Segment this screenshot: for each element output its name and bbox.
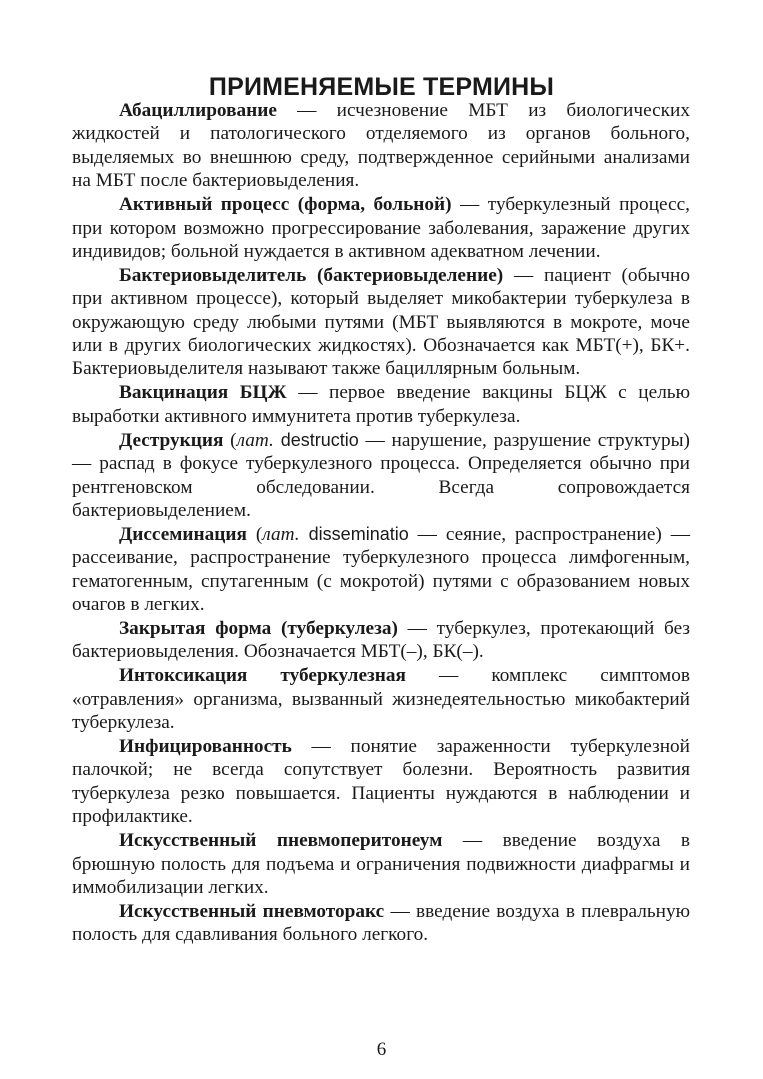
glossary-definition: — введение воздуха в плевральную полость для сдавливания больного легкого. [72, 900, 690, 946]
glossary-term: Деструкция [119, 429, 224, 451]
glossary-entry [72, 193, 690, 263]
glossary-definition: — туберкулез, протекающий без бактериовыделения. Обозначается МБТ(–), БК(–). [72, 617, 690, 663]
glossary-definition: — пациент (обычно при активном процессе), который выделяет микобактерии туберкулеза в окружающую среду любыми путями (МБТ выявляются в мокроте, моче или в других биологических жидкостях). Обозначается как МБТ(+), БК+. Бактериовыделителя называют также бациллярным больным. [72, 264, 690, 380]
glossary-paren-open: ( [246, 523, 263, 545]
glossary-definition: — нарушение, разрушение структуры) — распад в фокусе туберкулезного процесса. Определяется обычно при рентгеновском обследовании. Всегда сопровождается бактериовыделением. [72, 429, 690, 521]
glossary-entry [72, 900, 690, 947]
latin-word: destructio [273, 429, 359, 450]
glossary-entry [72, 381, 690, 428]
glossary-definition: — первое введение вакцины БЦЖ с целью выработки активного иммунитета против туберкулеза. [72, 382, 691, 427]
glossary-definition: — сеяние, распространение) — рассеивание, распространение туберкулезного процесса лимфогенным, гематогенным, спутагенным (с мокротой) путями с образованием новых очагов в легких. [72, 523, 691, 616]
glossary-definition: — введение воздуха в брюшную полость для подъема и ограничения подвижности диафрагмы и иммобилизации легких. [72, 830, 690, 898]
glossary-entry [72, 617, 690, 664]
glossary-definition: — исчезновение МБТ из биологических жидкостей и патологического отделяемого из органов больного, выделяемых во внешнюю среду, подтвержденное серийными анализами на МБТ после бактериовыделения. [72, 100, 690, 192]
glossary-entry [72, 429, 690, 523]
glossary-term: Бактериовыделитель (бактериовыделение) [119, 264, 504, 286]
latin-abbrev: лат. [236, 429, 274, 451]
page-title: ПРИМЕНЯЕМЫЕ ТЕРМИНЫ [208, 72, 555, 101]
latin-word: disseminatio [299, 523, 409, 544]
page-number: 6 [376, 1039, 387, 1060]
glossary-term: Абациллирование [119, 100, 277, 121]
glossary-term: Искусственный пневмоторакс [119, 900, 385, 922]
glossary-definition: — туберкулезный процесс, при котором возможно прогрессирование заболевания, заражение других индивидов; больной нуждается в активном адекватном лечении. [72, 194, 690, 262]
glossary-entry [72, 523, 690, 617]
glossary-term: Вакцинация БЦЖ [119, 382, 287, 404]
glossary-term: Закрытая форма (туберкулеза) [119, 617, 398, 639]
glossary-entry [72, 99, 690, 193]
glossary-paren-open: ( [223, 429, 237, 451]
glossary-entry [72, 664, 690, 734]
glossary-term: Искусственный пневмоперитонеум [119, 830, 443, 852]
glossary-entry [72, 264, 690, 381]
glossary-term: Интоксикация туберкулезная [119, 665, 406, 687]
glossary-term: Активный процесс (форма, больной) [119, 194, 452, 216]
latin-abbrev: лат. [262, 523, 300, 545]
glossary-term: Инфицированность [119, 735, 292, 757]
glossary-definition: — комплекс симптомов «отравления» организма, вызванный жизнедеятельностью микобактерий туберкулеза. [72, 665, 690, 734]
glossary-term: Диссеминация [119, 523, 247, 545]
glossary [72, 99, 690, 947]
glossary-definition: — понятие зараженности туберкулезной палочкой; не всегда сопутствует болезни. Вероятность развития туберкулеза резко повышается. Пациенты нуждаются в наблюдении и профилактике. [72, 735, 690, 828]
glossary-entry [72, 735, 690, 829]
glossary-entry [72, 829, 690, 899]
